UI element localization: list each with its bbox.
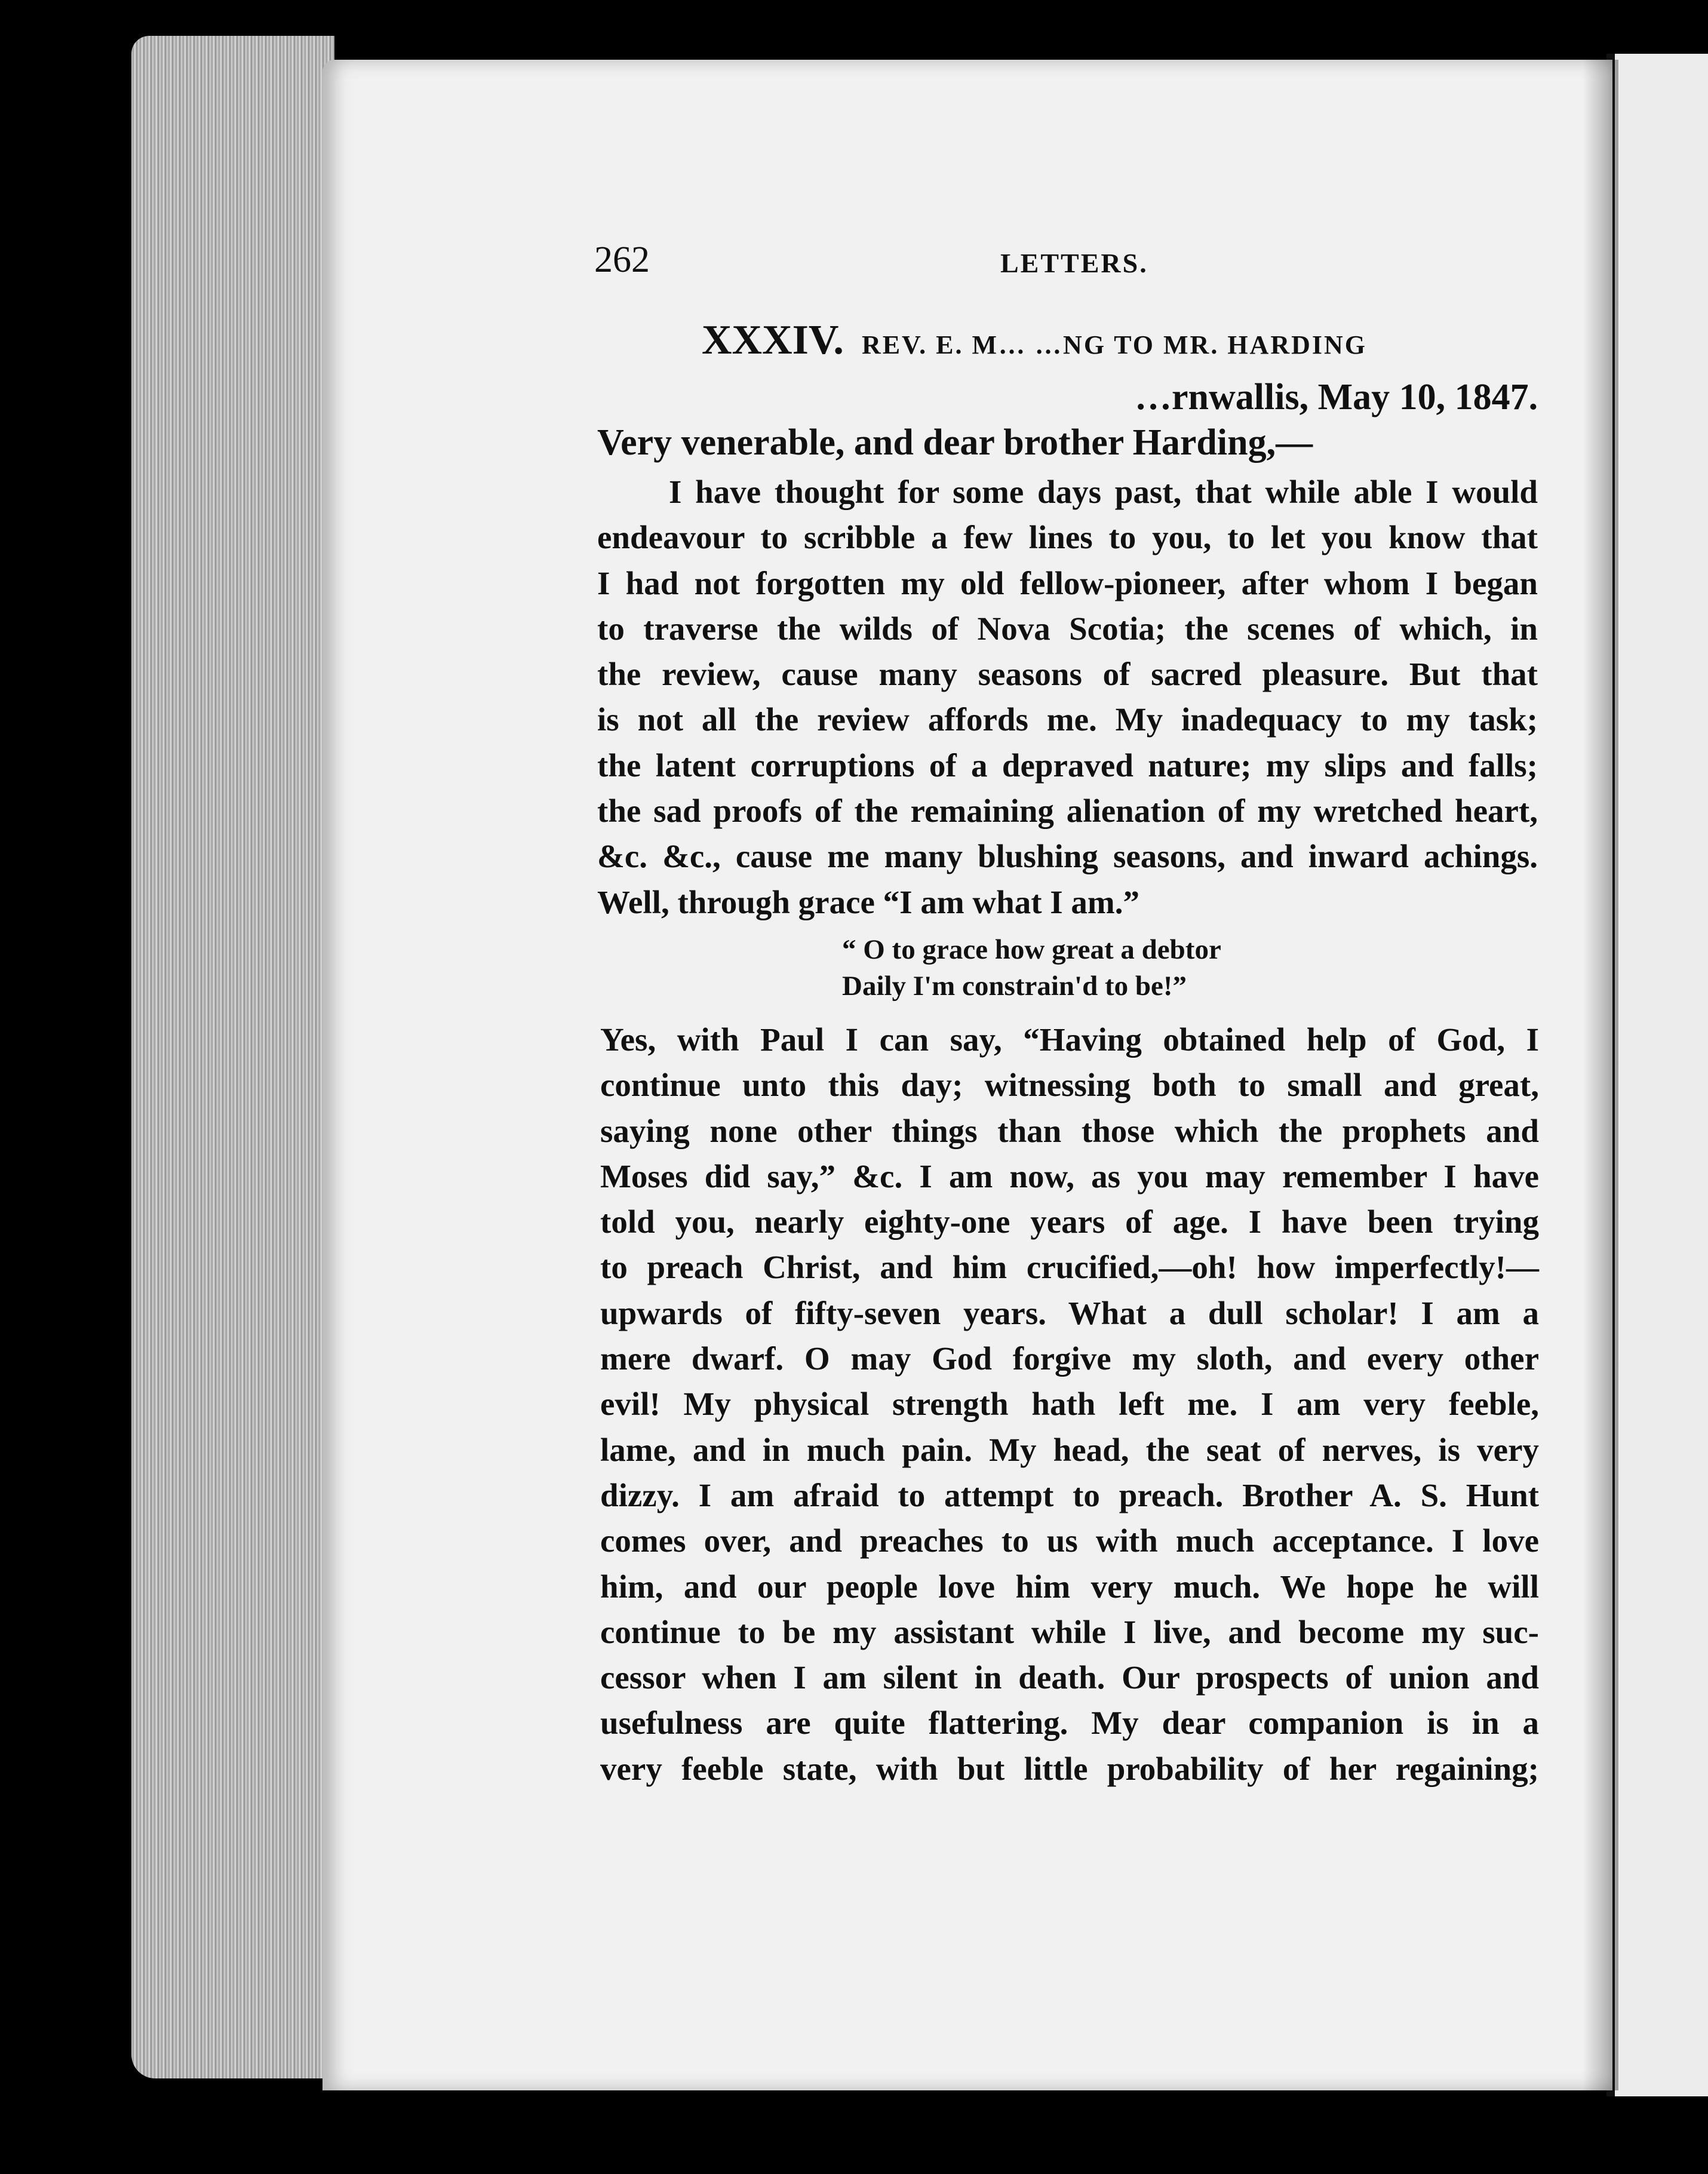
text-line: saying none other things than those which the prophets and: [600, 1112, 1539, 1149]
paragraph-1: [597, 469, 1538, 925]
text-line: to traverse the wilds of Nova Scotia; the scenes of which, in: [597, 610, 1538, 647]
text-line: to preach Christ, and him crucified,—oh! how imperfectly!—: [600, 1249, 1539, 1286]
text-line: mere dwarf. O may God forgive my sloth, and every other: [600, 1340, 1539, 1377]
text-line: told you, nearly eighty-one years of age. I have been trying: [600, 1203, 1539, 1240]
text-line: the sad proofs of the remaining alienation of my wretched heart,: [597, 793, 1538, 830]
paragraph-2: [600, 1017, 1539, 1792]
text-line: evil! My physical strength hath left me. I am very feeble,: [600, 1386, 1539, 1423]
text-line: usefulness are quite flattering. My dear companion is in a: [600, 1705, 1539, 1742]
facing-page-edge: [1606, 54, 1708, 2096]
text-line: lame, and in much pain. My head, the seat of nerves, is very: [600, 1431, 1539, 1468]
text-line: dizzy. I am afraid to attempt to preach. Brother A. S. Hunt: [600, 1476, 1539, 1513]
salutation: Very venerable, and dear brother Harding,—: [597, 422, 1313, 463]
letter-number: XXXIV.: [702, 317, 844, 363]
letter-title: REV. E. M… …NG TO MR. HARDING: [861, 330, 1368, 360]
text-line: the latent corruptions of a depraved nature; my slips and falls;: [597, 747, 1538, 784]
text-line: Well, through grace “I am what I am.”: [597, 883, 1139, 920]
text-line: Yes, with Paul I can say, “Having obtained help of God, I: [600, 1021, 1539, 1058]
text-line: endeavour to scribble a few lines to you, to let you know that: [597, 519, 1538, 556]
text-line: the review, cause many seasons of sacred pleasure. But that: [597, 656, 1538, 693]
text-line: upwards of fifty-seven years. What a dull scholar! I am a: [600, 1294, 1539, 1331]
running-title: LETTERS.: [1000, 248, 1148, 278]
text-line: continue to be my assistant while I live, and become my suc-: [600, 1613, 1539, 1650]
book-page-edges: [131, 36, 334, 2078]
text-line: is not all the review affords me. My inadequacy to my task;: [597, 701, 1538, 738]
text-line: very feeble state, with but little probability of her regaining;: [600, 1750, 1539, 1787]
gutter-shadow: [1583, 60, 1618, 2090]
letter-heading: [702, 317, 1538, 364]
text-line: cessor when I am silent in death. Our prospects of union and: [600, 1659, 1539, 1696]
text-line: him, and our people love him very much. We hope he will: [600, 1568, 1539, 1605]
text-line: Moses did say,” &c. I am now, as you may remember I have: [600, 1157, 1539, 1195]
text-line: continue unto this day; witnessing both to small and great,: [600, 1067, 1539, 1104]
verse-line: Daily I'm constrain'd to be!”: [842, 971, 1187, 1002]
verse-quotation: [842, 932, 1221, 1005]
verse-line: “ O to grace how great a debtor: [842, 934, 1221, 965]
dateline: …rnwallis, May 10, 1847.: [1135, 377, 1538, 417]
text-line: comes over, and preaches to us with much acceptance. I love: [600, 1522, 1539, 1559]
text-line: I had not forgotten my old fellow-pioneer, after whom I began: [597, 564, 1538, 601]
text-line: &c. &c., cause me many blushing seasons, and inward achings.: [597, 838, 1538, 875]
running-head: [594, 239, 1538, 287]
text-line: I have thought for some days past, that while able I would: [669, 474, 1538, 510]
page-number: 262: [594, 239, 650, 280]
